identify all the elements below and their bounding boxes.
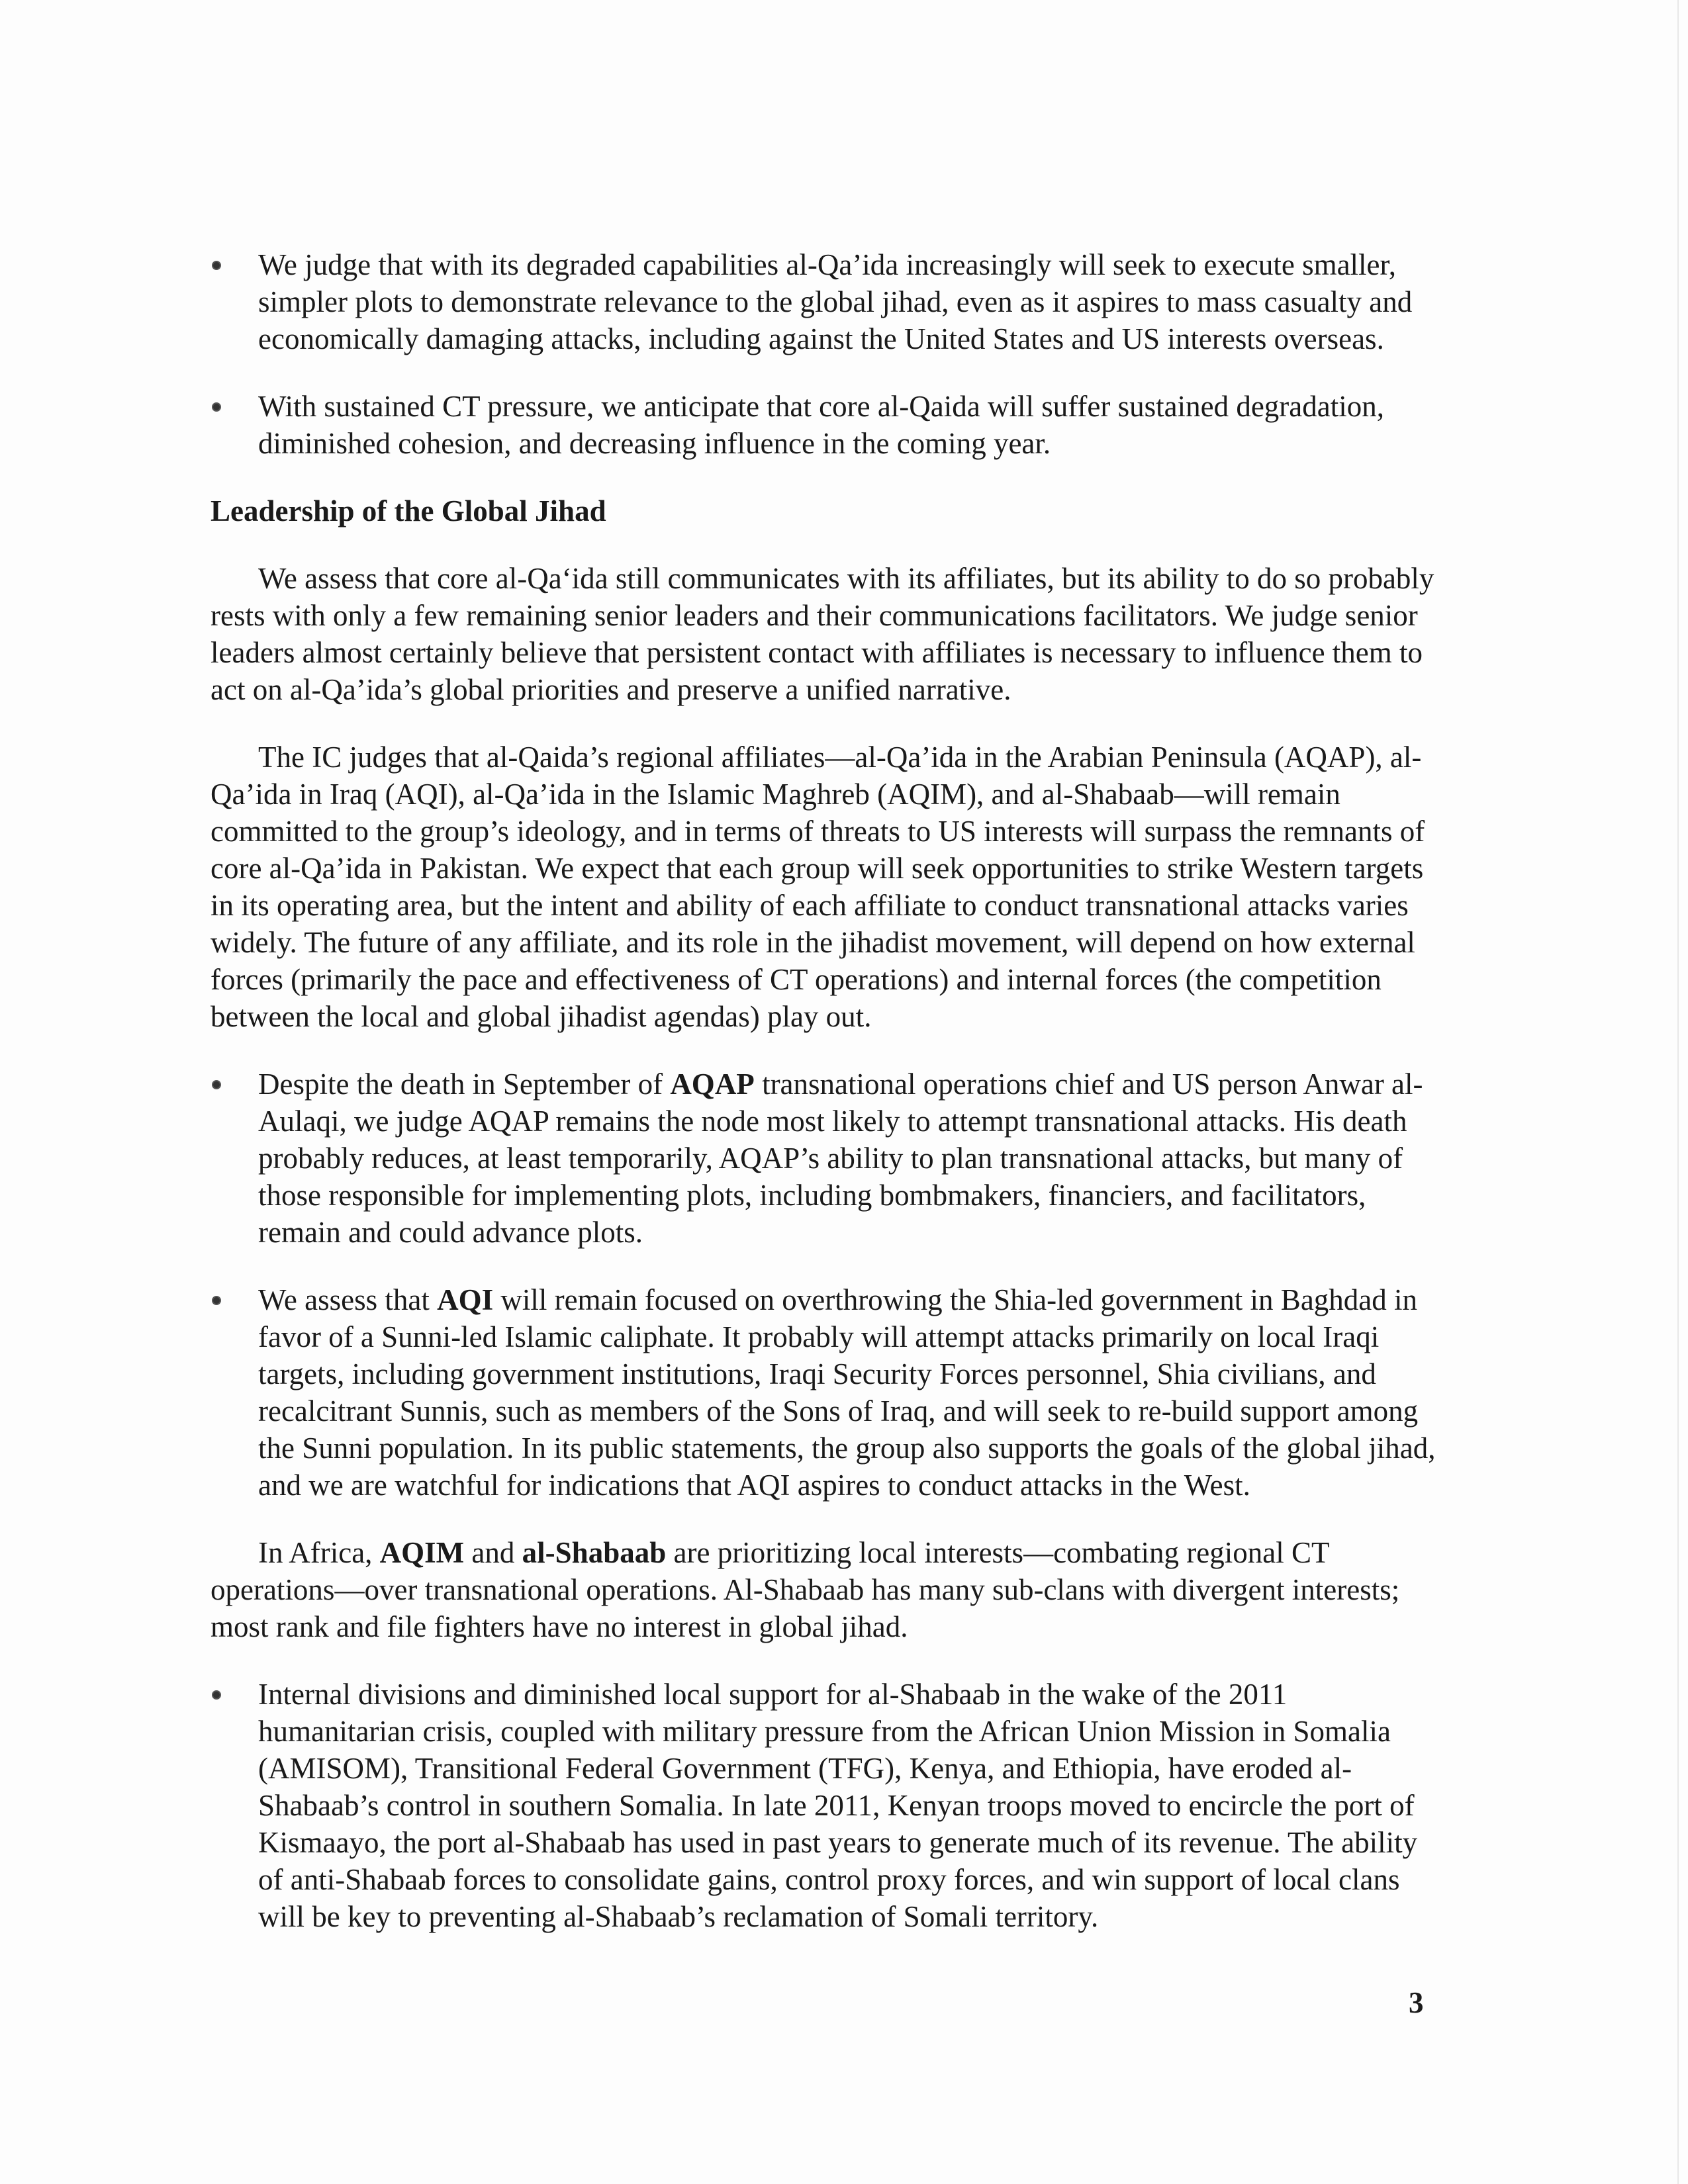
bullet-text-post: will remain focused on overthrowing the Shia-led government in Baghdad in favor of a Sunni-led Islamic caliphate. It probably will attempt attacks primarily on local Iraqi targets, including government institutions, Iraqi Security Forces personnel, Shia civilians, and recalcitrant Sunnis, such as members of the Sons of Iraq, and will seek to re-build support among the Sunni population. In its public statements, the group also supports the goals of the global jihad, and we are watchful for indications that AQI aspires to conduct attacks in the West. [258, 1283, 1436, 1502]
bullet-text-pre: Despite the death in September of [258, 1068, 671, 1101]
bullet-sustained-ct-pressure [211, 388, 1448, 462]
bullet-text-pre: We assess that [258, 1283, 438, 1316]
bullet-aqi [211, 1281, 1448, 1504]
para-text-post: are prioritizing local interests—combating regional CT operations—over transnational operations. Al-Shabaab has many sub-clans with divergent interests; most rank and file fighters have no interest in global jihad. [211, 1536, 1400, 1643]
document-body [211, 246, 1448, 1966]
page-number: 3 [1409, 1986, 1424, 2019]
bullet-icon [212, 261, 221, 270]
paragraph-regional-affiliates: The IC judges that al-Qaida’s regional affiliates—al-Qa’ida in the Arabian Peninsula (AQAP), al-Qa’ida in Iraq (AQI), al-Qa’ida in the Islamic Maghreb (AQIM), and al-Shabaab—will remain committed to the group’s ideology, and in terms of threats to US interests will surpass the remnants of core al-Qa’ida in Pakistan. We expect that each group will seek opportunities to strike Western targets in its operating area, but the intent and ability of each affiliate to conduct transnational attacks varies widely. The future of any affiliate, and its role in the jihadist movement, will depend on how external forces (primarily the pace and effectiveness of CT operations) and internal forces (the competition between the local and global jihadist agendas) play out. [211, 741, 1425, 1033]
bold-term-aqim: AQIM [379, 1536, 465, 1569]
bullet-icon [212, 1296, 221, 1305]
para-text-mid: and [464, 1536, 522, 1569]
bullet-al-shabaab [211, 1676, 1448, 1935]
bullet-text: Internal divisions and diminished local support for al-Shabaab in the wake of the 2011 humanitarian crisis, coupled with military pressure from the African Union Mission in Somalia (AMISOM), Transitional Federal Government (TFG), Kenya, and Ethiopia, have eroded al-Shabaab’s control in southern Somalia. In late 2011, Kenyan troops moved to encircle the port of Kismaayo, the port al-Shabaab has used in past years to generate much of its revenue. The ability of anti-Shabaab forces to consolidate gains, control proxy forces, and win support of local clans will be key to preventing al-Shabaab’s reclamation of Somali territory. [258, 1678, 1418, 1933]
bullet-text: We judge that with its degraded capabilities al-Qa’ida increasingly will seek to execute smaller, simpler plots to demonstrate relevance to the global jihad, even as it aspires to mass casualty and economically damaging attacks, including against the United States and US interests overseas. [258, 248, 1413, 355]
bullet-text: With sustained CT pressure, we anticipate that core al-Qaida will suffer sustained degradation, diminished cohesion, and decreasing influence in the coming year. [258, 390, 1384, 460]
paragraph-africa [211, 1534, 1448, 1645]
section-heading: Leadership of the Global Jihad [211, 494, 606, 527]
scan-edge-line [1677, 0, 1679, 2184]
bullet-aqap [211, 1066, 1448, 1251]
para-text-pre: In Africa, [258, 1536, 380, 1569]
bullet-degraded-capabilities [211, 246, 1448, 357]
bold-term-aqap: AQAP [670, 1068, 755, 1101]
bold-term-al-shabaab: al-Shabaab [522, 1536, 667, 1569]
bold-term-aqi: AQI [437, 1283, 494, 1316]
bullet-text-post: transnational operations chief and US person Anwar al-Aulaqi, we judge AQAP remains the node most likely to attempt transnational attacks. His death probably reduces, at least temporarily, AQAP’s ability to plan transnational attacks, but many of those responsible for implementing plots, including bombmakers, financiers, and facilitators, remain and could advance plots. [258, 1068, 1423, 1249]
bullet-icon [212, 402, 221, 412]
bullet-icon [212, 1690, 221, 1700]
bullet-icon [212, 1080, 221, 1089]
paragraph-core-communications: We assess that core al-Qa‘ida still communicates with its affiliates, but its ability to do so probably rests with only a few remaining senior leaders and their communications facilitators. We judge senior leaders almost certainly believe that persistent contact with affiliates is necessary to influence them to act on al-Qa’ida’s global priorities and preserve a unified narrative. [211, 562, 1434, 706]
